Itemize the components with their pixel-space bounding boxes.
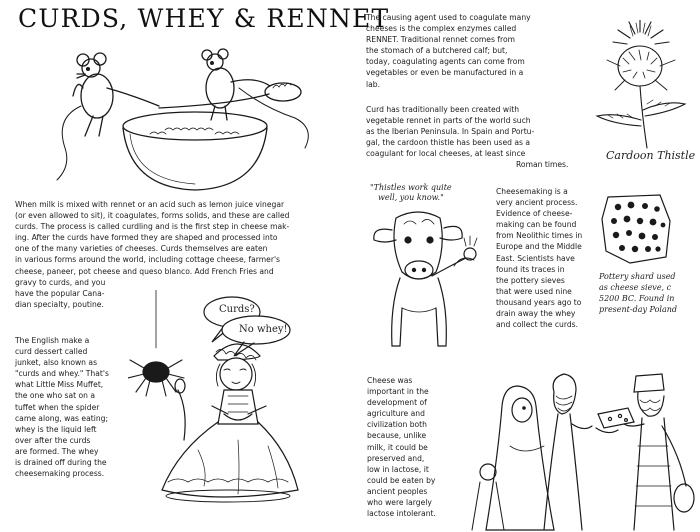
text-line: important in the (367, 387, 429, 397)
text-line: the stomach of a butchered calf; but, (366, 46, 508, 56)
text-line: The causing agent used to coagulate many (366, 13, 531, 22)
text-line: gal, the cardoon thistle has been used as a (366, 138, 531, 148)
text-line: one of the many varieties of cheeses. Curds themselves are eaten (15, 244, 268, 254)
text-line: preserved and, (367, 453, 425, 463)
text-line: drain away the whey (496, 309, 576, 319)
text-line: Cheese was (367, 376, 413, 385)
text-line: development of (367, 398, 427, 408)
text-line: ancient peoples (367, 486, 428, 496)
text-line: cheeses is the complex enzymes called (366, 24, 517, 34)
text-line: is drained off during the (15, 458, 107, 468)
text-line: (or even allowed to sit), it coagulates, forms solids, and these are called (15, 211, 290, 221)
shard-caption-line-3: 5200 BC. Found in (599, 294, 675, 303)
shard-caption-line-1: Pottery shard used (599, 272, 676, 281)
text-line: could be eaten by (367, 475, 436, 485)
text-line: RENNET. Traditional rennet comes from (366, 35, 515, 45)
text-line: are formed. The whey (15, 446, 99, 456)
text-line: "curds and whey." That's (15, 369, 109, 379)
text-line: gravy to curds, and you (15, 277, 106, 287)
text-line: vegetable rennet in parts of the world such (366, 116, 531, 126)
cardoon-thistle-illustration (585, 20, 695, 150)
text-line: coagulant for local cheeses, at least since (366, 149, 526, 159)
page-title: CURDS, WHEY & RENNET (18, 4, 390, 33)
text-line: today, coagulating agents can come from (366, 57, 525, 67)
agriculture-paragraph (367, 375, 436, 519)
text-line: making can be found (496, 220, 577, 230)
text-line: Curd has traditionally been created with (366, 105, 520, 114)
text-line: the pottery sieves (496, 275, 565, 285)
text-line: cheese, paneer, pot cheese and queso blanco. Add French Fries and (15, 266, 274, 276)
shard-caption-line-2: as cheese sieve, c (599, 283, 672, 292)
text-line: East. Scientists have (496, 253, 575, 263)
text-line: When milk is mixed with rennet or an acid such as lemon juice vinegar (15, 200, 285, 209)
text-line: as the Iberian Peninsula. In Spain and Portu- (366, 127, 535, 137)
text-line: because, unlike (367, 431, 427, 441)
text-line: from Neolithic times in (496, 231, 583, 241)
junket-paragraph (15, 335, 109, 479)
text-line: very ancient process. (496, 198, 578, 208)
text-line: Europe and the Middle (496, 242, 582, 252)
text-line: Evidence of cheese- (496, 209, 573, 219)
rennet-paragraph (366, 12, 531, 90)
text-line: cheesemaking process. (15, 469, 105, 479)
thistles-quote-line-2: well, you know." (378, 193, 444, 202)
text-line: and collect the curds. (496, 320, 579, 330)
text-line: have the popular Cana- (15, 288, 105, 298)
text-line: agriculture and (367, 409, 425, 419)
thistles-quote-line-1: "Thistles work quite (370, 183, 452, 192)
text-line: what Little Miss Muffet, (15, 380, 104, 390)
speech-no-whey: No whey! (239, 324, 288, 335)
text-line: lab. (366, 79, 380, 89)
text-line: who were largely (367, 498, 432, 508)
text-line: Roman times. (516, 160, 569, 170)
mice-with-curds-bowl-illustration (55, 48, 340, 198)
text-line: thousand years ago to (496, 297, 582, 307)
ancient-peoples-illustration (458, 366, 700, 532)
text-line: Cheesemaking is a (496, 187, 568, 196)
text-line: junket, also known as (15, 358, 98, 368)
text-line: curds. The process is called curdling and is the first step in cheese mak- (15, 222, 290, 232)
speech-curds: Curds? (219, 304, 255, 315)
text-line: vegetables or even be manufactured in a (366, 68, 524, 78)
text-line: lactose intolerant. (367, 509, 436, 519)
cow-with-thistle-illustration (370, 196, 490, 364)
text-line: ing. After the curds have formed they are shaped and processed into (15, 233, 278, 243)
curd-history-paragraph (366, 104, 568, 171)
text-line: came along, was eating; (15, 413, 109, 423)
text-line: low in lactose, it (367, 464, 429, 474)
shard-caption-line-4: present-day Poland (599, 305, 678, 314)
text-line: dian specialty, poutine. (15, 299, 104, 309)
miss-muffet-and-spider-illustration (128, 290, 318, 505)
text-line: milk, it could be (367, 442, 428, 452)
text-line: civilization both (367, 420, 427, 430)
ancient-cheesemaking-paragraph (496, 186, 582, 330)
text-line: found its traces in (496, 264, 565, 274)
text-line: that were used nine (496, 286, 572, 296)
text-line: in various forms around the world, including cottage cheese, farmer's (15, 255, 281, 265)
pottery-shard-illustration (600, 191, 675, 266)
text-line: curd dessert called (15, 347, 88, 357)
text-line: over after the curds (15, 435, 91, 445)
text-line: The English make a (15, 336, 90, 345)
text-line: the one who sat on a (15, 391, 96, 401)
text-line: tuffet when the spider (15, 402, 100, 412)
text-line: whey is the liquid left (15, 424, 97, 434)
cardoon-thistle-caption: Cardoon Thistle (606, 149, 696, 162)
